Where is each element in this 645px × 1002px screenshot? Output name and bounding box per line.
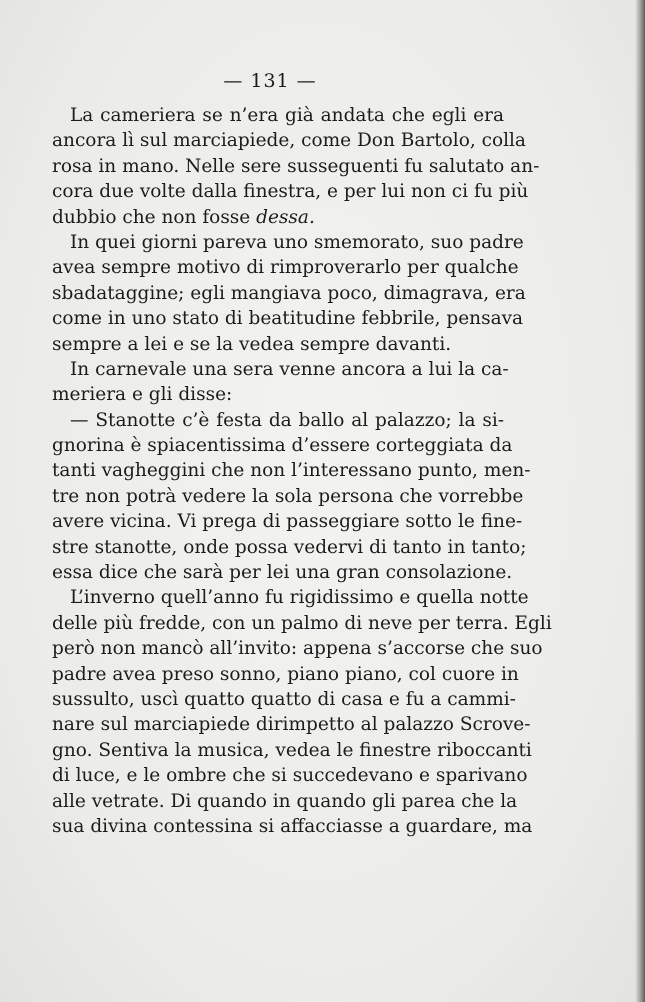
page-edge-shadow xyxy=(635,0,645,1002)
text-line-content: però non mancò all’invito: appena s’accorse che suo xyxy=(52,638,543,660)
text-line xyxy=(52,611,552,636)
text-line-content: padre avea preso sonno, piano piano, col cuore in xyxy=(52,663,519,685)
text-line xyxy=(52,255,519,280)
text-line xyxy=(52,636,543,661)
text-line-content: gnorina è spiacentissima d’essere corteggiata da xyxy=(52,435,513,457)
text-line-content: avea sempre motivo di rimproverarlo per qualche xyxy=(52,257,519,279)
text-line xyxy=(52,128,526,153)
text-line-content: alle vetrate. Di quando in quando gli parea che la xyxy=(52,790,518,812)
text-line xyxy=(52,433,513,458)
text-line xyxy=(52,763,528,788)
text-line xyxy=(52,712,531,737)
text-line-content: L’inverno quell’anno fu rigidissimo e quella notte xyxy=(70,587,529,609)
text-line-content: In quei giorni pareva uno smemorato, suo padre xyxy=(70,231,524,253)
text-line-content: cora due volte dalla finestra, e per lui non ci fu più xyxy=(52,181,529,203)
text-line-content: stre stanotte, onde possa vedervi di tanto in tanto; xyxy=(52,536,527,558)
text-line-content: tanti vagheggini che non l’interessano punto, men- xyxy=(52,460,531,482)
text-line-content: essa dice che sarà per lei una gran consolazione. xyxy=(52,562,513,584)
text-line-content: In carnevale una sera venne ancora a lui la ca- xyxy=(70,358,509,380)
text-line-content: ancora lì sul marciapiede, come Don Bartolo, colla xyxy=(52,130,526,152)
text-line xyxy=(52,535,527,560)
page-number: — 131 — xyxy=(223,70,317,92)
text-line xyxy=(52,687,516,712)
text-line xyxy=(52,408,504,433)
text-line-content: sempre a lei e se la vedea sempre davanti. xyxy=(52,333,452,355)
text-line xyxy=(52,484,524,509)
text-line xyxy=(52,789,518,814)
text-line-content: di luce, e le ombre che si succedevano e sparivano xyxy=(52,765,528,787)
text-line-content: nare sul marciapiede dirimpetto al palazzo Scrove- xyxy=(52,714,531,736)
text-line xyxy=(52,509,523,534)
text-line-content: rosa in mano. Nelle sere susseguenti fu salutato an- xyxy=(52,155,540,177)
body-text xyxy=(52,103,552,839)
text-line xyxy=(52,382,504,407)
text-line-content: come in uno stato di beatitudine febbrile, pensava xyxy=(52,308,524,330)
text-line-content: sbadataggine; egli mangiava poco, dimagrava, era xyxy=(52,282,526,304)
text-line xyxy=(52,281,526,306)
text-line xyxy=(52,306,524,331)
italic-word: dessa. xyxy=(256,206,315,228)
text-line xyxy=(52,738,532,763)
text-line xyxy=(52,230,524,255)
text-line-content: tre non potrà vedere la sola persona che vorrebbe xyxy=(52,485,524,507)
text-line xyxy=(52,560,513,585)
text-line-content: dubbio che non fosse xyxy=(52,206,257,228)
text-line xyxy=(52,103,504,128)
text-line xyxy=(52,585,529,610)
text-line-content: sussulto, uscì quatto quatto di casa e fu a cammi- xyxy=(52,688,516,710)
text-line xyxy=(52,662,519,687)
text-line xyxy=(52,179,529,204)
text-line-content: La cameriera se n’era già andata che egli era xyxy=(70,105,504,126)
text-line xyxy=(52,205,504,230)
text-line-content: — Stanotte c’è festa da ballo al palazzo; la si- xyxy=(70,409,504,431)
text-line xyxy=(52,814,533,839)
text-line xyxy=(52,458,531,483)
text-line-content: delle più fredde, con un palmo di neve per terra. Egli xyxy=(52,612,552,634)
text-line-content: avere vicina. Vi prega di passeggiare sotto le fine- xyxy=(52,511,523,533)
text-line xyxy=(52,357,509,382)
text-line xyxy=(52,332,504,357)
text-line-content: meriera e gli disse: xyxy=(52,384,233,406)
text-line-content: gno. Sentiva la musica, vedea le finestre riboccanti xyxy=(52,739,532,761)
text-line-content: sua divina contessina si affacciasse a guardare, ma xyxy=(52,815,533,837)
text-line xyxy=(52,154,540,179)
